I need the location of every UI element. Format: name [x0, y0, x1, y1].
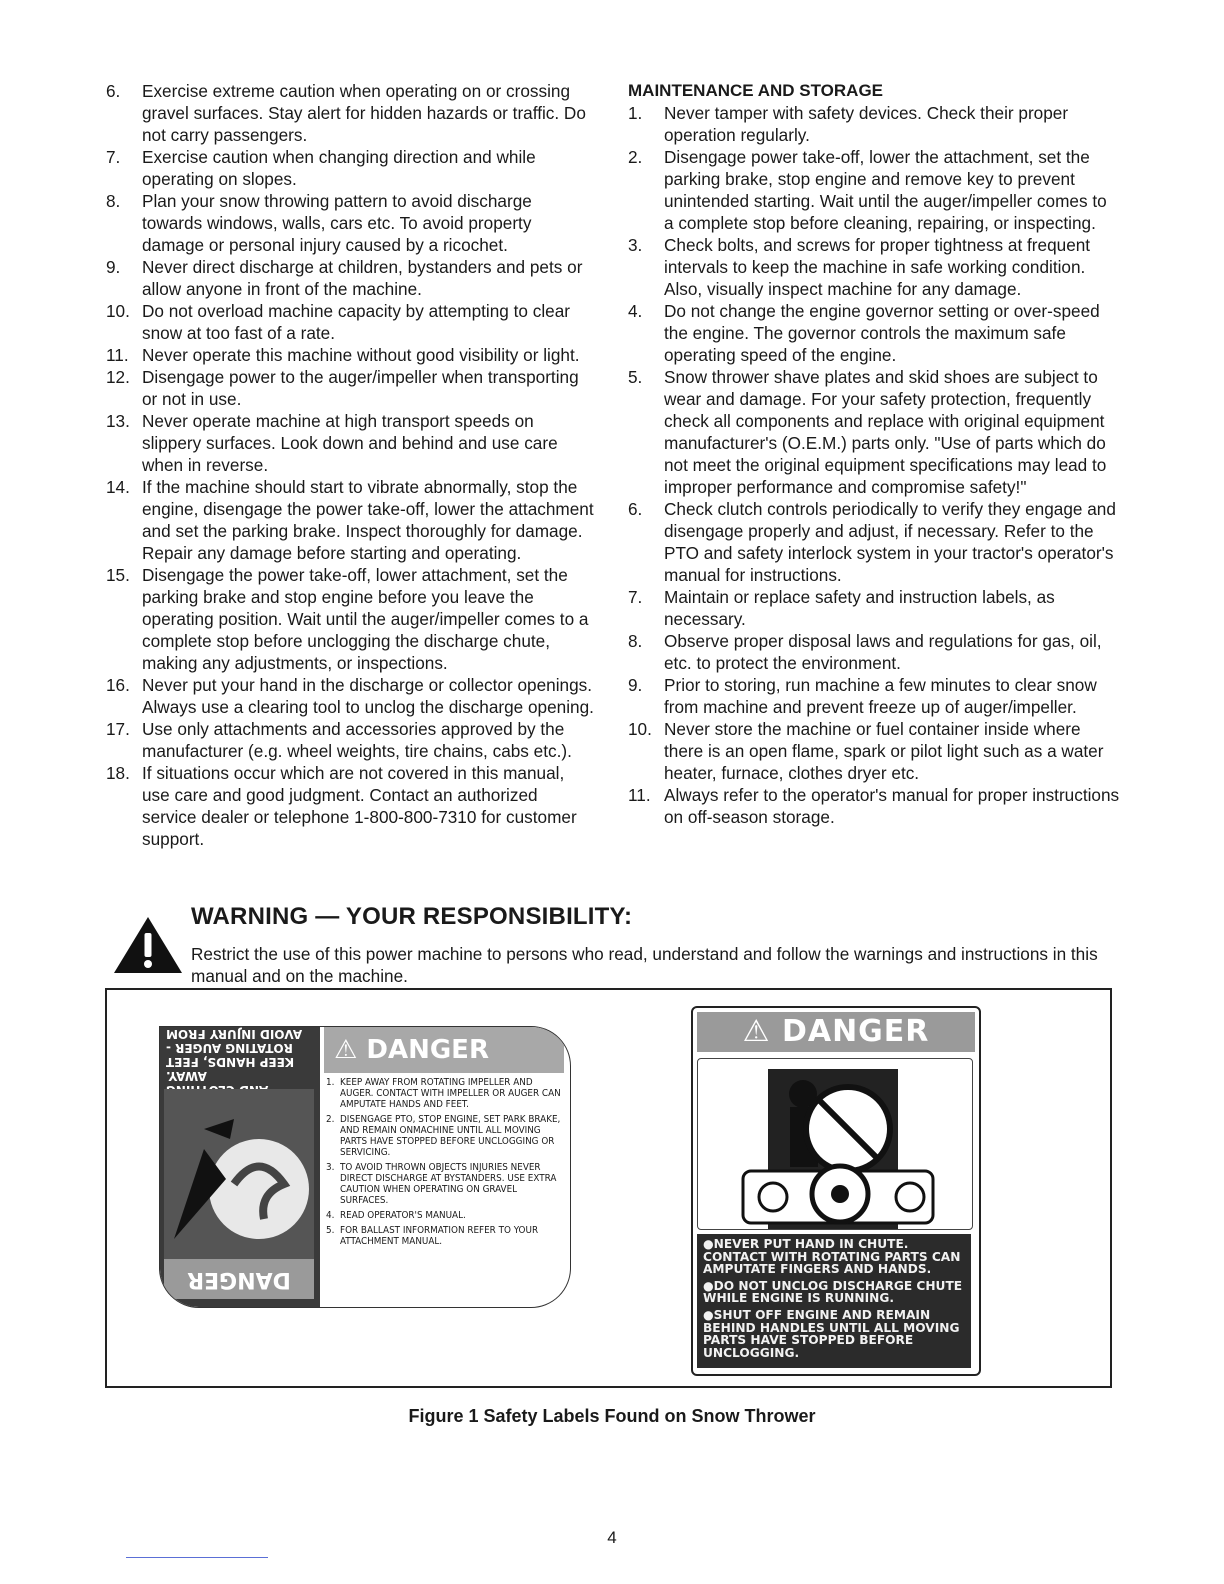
- list-item: 13. Never operate machine at high transport speeds on slippery surfaces. Look down and behind and use care when in reverse.: [106, 411, 558, 475]
- safety-label-right: [691, 1006, 981, 1376]
- figure-box: [105, 988, 1112, 1388]
- list-item: 10. Do not overload machine capacity by attempting to clear snow at too fast of a rate.: [106, 301, 571, 343]
- warning-triangle-icon: ⚠: [334, 1035, 358, 1065]
- warning-text: Restrict the use of this power machine to persons who read, understand and follow the warnings and instructions in this manual and on the machine.: [191, 944, 1098, 986]
- label-item: 2. DISENGAGE PTO, STOP ENGINE, SET PARK BRAKE, AND REMAIN ONMACHINE UNTIL ALL MOVING PARTS HAVE STOPPED BEFORE UNCLOGGING OR SERVICING.: [326, 1114, 561, 1158]
- page-number: 4: [607, 1528, 617, 1547]
- list-item: 8. Observe proper disposal laws and regulations for gas, oil, etc. to protect the environment.: [628, 631, 1102, 673]
- list-item: 8. Plan your snow throwing pattern to avoid discharge towards windows, walls, cars etc. To avoid property damage or personal injury caused by a ricochet.: [106, 191, 532, 255]
- warning-triangle-icon: ⚠: [742, 1014, 771, 1049]
- label-list: [324, 1073, 570, 1247]
- list-item: 2. Disengage power take-off, lower the attachment, set the parking brake, stop engine and remove key to prevent unintended starting. Wait until the auger/impeller comes to a complete stop before cleaning, repairing, or inspecting.: [628, 147, 1107, 233]
- list-item: 6. Exercise extreme caution when operating on or crossing gravel surfaces. Stay alert for hidden hazards or traffic. Do not carry passengers.: [106, 81, 586, 145]
- safety-label-left: [159, 1026, 571, 1308]
- label-item: 4. READ OPERATOR'S MANUAL.: [326, 1210, 466, 1221]
- footer-rule: [126, 1557, 268, 1558]
- maintenance-list: [628, 102, 1120, 828]
- label-danger-header: ⚠ DANGER: [324, 1027, 564, 1073]
- list-item: 12. Disengage power to the auger/impeller when transporting or not in use.: [106, 367, 579, 409]
- list-item: 17. Use only attachments and accessories approved by the manufacturer (e.g. wheel weights, tire chains, cabs etc.).: [106, 719, 572, 761]
- list-item: 6. Check clutch controls periodically to verify they engage and disengage properly and adjust, if necessary. Refer to the PTO and safety interlock system in your tractor's operator's manual for instructions.: [628, 499, 1116, 585]
- label-side-text: AWAY. KEEP HANDS, FEET ROTATING AUGER - AVOID INJURY FROM: [166, 1027, 303, 1083]
- warning-triangle-icon: [112, 915, 184, 975]
- hand-in-chute-hazard-icon: [697, 1058, 973, 1230]
- list-item: 7. Maintain or replace safety and instruction labels, as necessary.: [628, 587, 1055, 629]
- list-item: 10. Never store the machine or fuel container inside where there is an open flame, spark or pilot light such as a water heater, furnace, clothes dryer etc.: [628, 719, 1104, 783]
- maintenance-heading: MAINTENANCE AND STORAGE: [628, 81, 884, 100]
- list-item: 14. If the machine should start to vibrate abnormally, stop the engine, disengage the power take-off, lower the attachment and set the parking brake. Inspect thoroughly for damage. Repair any damage before starting and operating.: [106, 477, 594, 563]
- list-item: 15. Disengage the power take-off, lower attachment, set the parking brake and stop engine before you leave the operating position. Wait until the auger/impeller comes to a complete stop before unclogging the discharge chute, making any adjustments, or inspections.: [106, 565, 589, 673]
- list-item: 16. Never put your hand in the discharge or collector openings. Always use a clearing tool to unclog the discharge opening.: [106, 675, 594, 717]
- label-side-panel: [160, 1027, 320, 1307]
- list-item: 7. Exercise caution when changing direction and while operating on slopes.: [106, 147, 536, 189]
- figure-caption: Figure 1 Safety Labels Found on Snow Thrower: [408, 1406, 816, 1426]
- label-danger-rotated: DANGER: [164, 1259, 314, 1299]
- list-item: 9. Prior to storing, run machine a few minutes to clear snow from machine and prevent freeze up of auger/impeller.: [628, 675, 1097, 717]
- label-item: 5. FOR BALLAST INFORMATION REFER TO YOUR ATTACHMENT MANUAL.: [326, 1225, 539, 1247]
- list-item: 18. If situations occur which are not covered in this manual, use care and good judgment. Contact an authorized service dealer or telephone 1-800-800-7310 for customer support.: [106, 763, 577, 849]
- list-item: 11. Always refer to the operator's manual for proper instructions on off-season storage.: [628, 785, 1120, 827]
- label-danger-header: ⚠ DANGER: [697, 1012, 975, 1052]
- list-item: 1. Never tamper with safety devices. Check their proper operation regularly.: [628, 103, 1069, 145]
- warning-title: WARNING — YOUR RESPONSIBILITY:: [191, 903, 633, 930]
- list-item: 3. Check bolts, and screws for proper tightness at frequent intervals to keep the machine in safe working condition. Also, visually inspect machine for any damage.: [628, 235, 1091, 299]
- auger-hazard-icon: [164, 1089, 314, 1259]
- list-item: 9. Never direct discharge at children, bystanders and pets or allow anyone in front of the machine.: [106, 257, 583, 299]
- label-danger-text: ●NEVER PUT HAND IN CHUTE. CONTACT WITH ROTATING PARTS CAN AMPUTATE FINGERS AND HANDS. ●DO NOT UNCLOG DISCHARGE CHUTE WHILE ENGINE IS RUNNING. ●SHUT OFF ENGINE AND REMAIN BEHIND HANDLES UNTIL ALL MOVING PARTS HAVE STOPPED BEFORE UNCLOGGING.: [697, 1234, 971, 1368]
- right-column: [628, 80, 1120, 828]
- label-item: 3. TO AVOID THROWN OBJECTS INJURIES NEVER DIRECT DISCHARGE AT BYSTANDERS. USE EXTRA CAUTION WHEN OPERATING ON GRAVEL SURFACES.: [326, 1162, 557, 1206]
- list-item: 4. Do not change the engine governor setting or over-speed the engine. The governor controls the maximum safe operating speed of the engine.: [628, 301, 1100, 365]
- label-instructions: [324, 1027, 570, 1307]
- list-item: 11. Never operate this machine without good visibility or light.: [106, 345, 580, 365]
- left-column: [106, 80, 596, 850]
- safety-list: [106, 80, 596, 850]
- list-item: 5. Snow thrower shave plates and skid shoes are subject to wear and damage. For your safety protection, frequently check all components and replace with original equipment manufacturer's (O.E.M.) parts only. "Use of parts which do not meet the original equipment specifications may lead to improper performance and compromise safety!": [628, 367, 1107, 497]
- label-item: 1. KEEP AWAY FROM ROTATING IMPELLER AND AUGER. CONTACT WITH IMPELLER OR AUGER CAN AMPUTATE HANDS AND FEET.: [326, 1077, 561, 1110]
